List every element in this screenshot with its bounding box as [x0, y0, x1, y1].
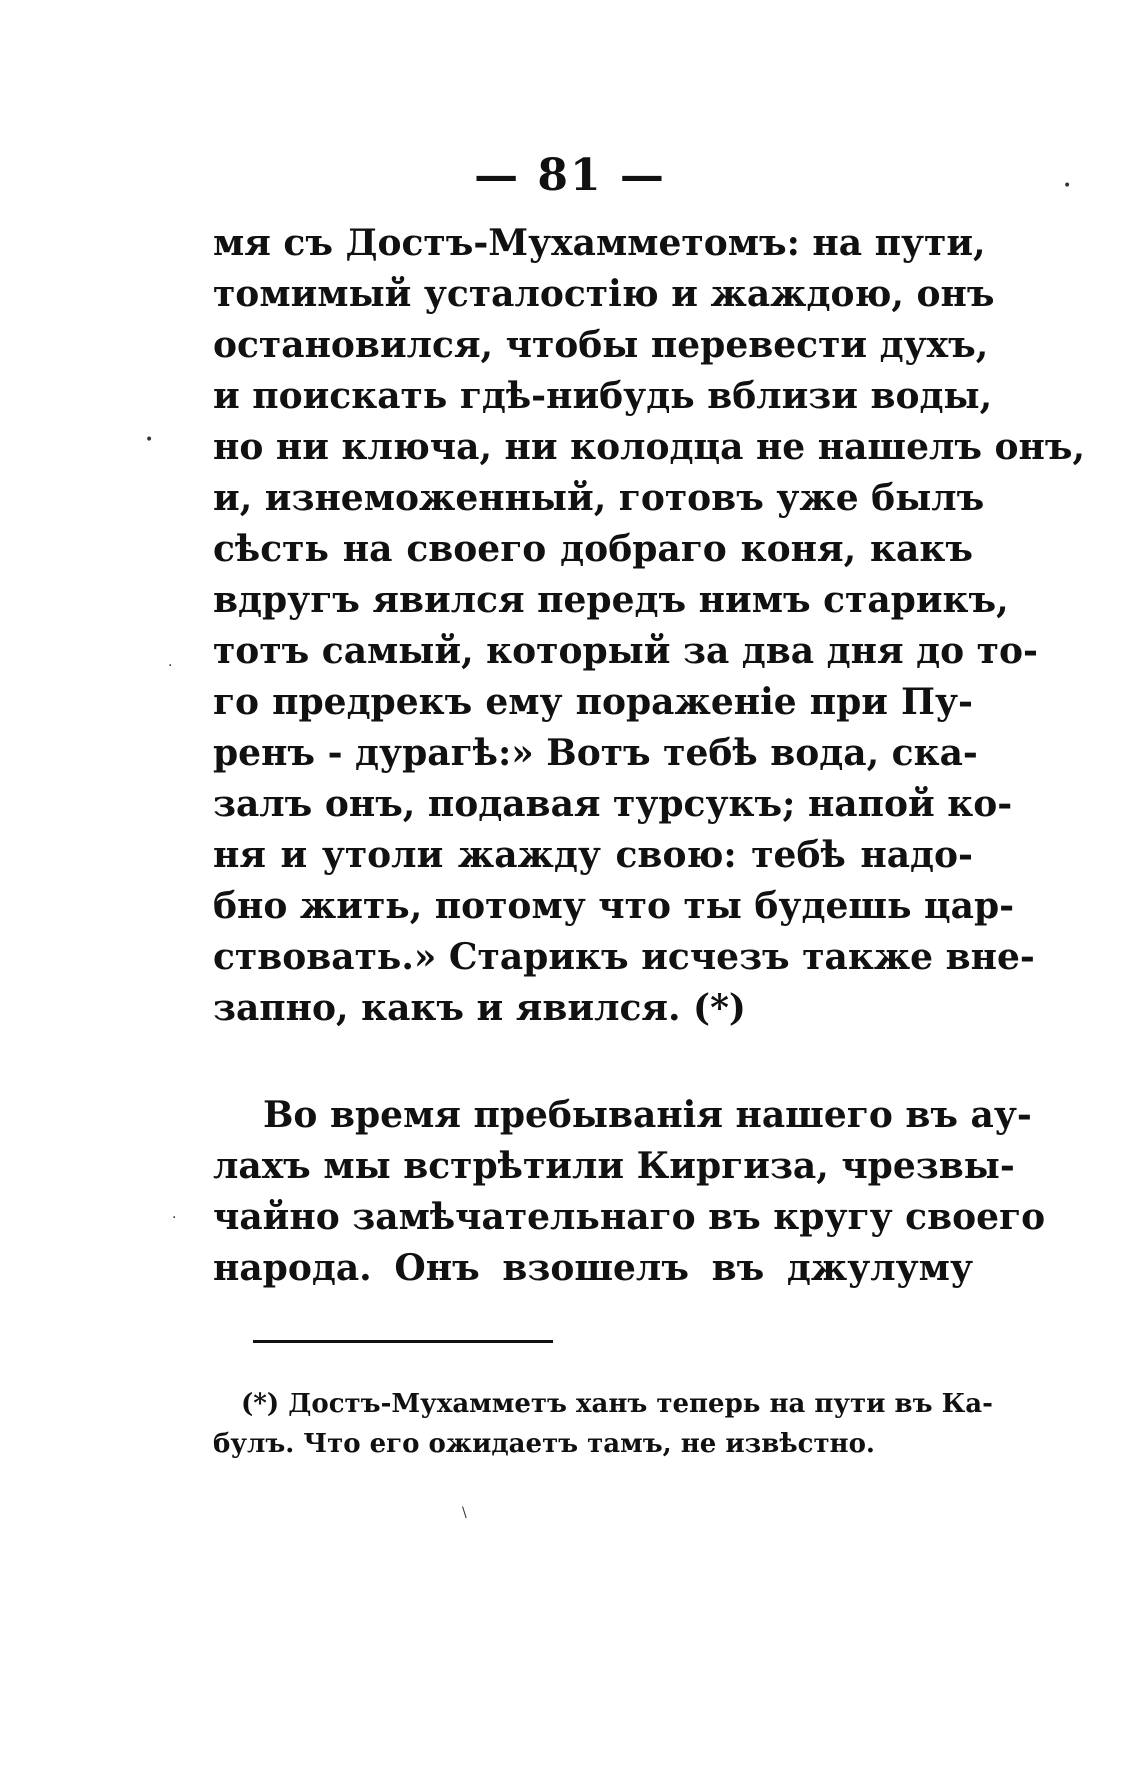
text-line: томимый усталостію и жаждою, онъ: [213, 273, 995, 315]
scan-speck: \: [462, 1505, 467, 1521]
text-line: чайно замѣчательнаго въ кругу своего: [213, 1196, 1046, 1238]
scan-speck: •: [1063, 178, 1072, 194]
text-line: запно, какъ и явился. (*): [213, 987, 746, 1029]
text-line: ствовать.» Старикъ исчезъ также вне-: [213, 936, 1035, 978]
text-line: Во время пребыванія нашего въ ау-: [263, 1094, 1032, 1136]
text-line: вдругъ явился передъ нимъ старикъ,: [213, 579, 1009, 621]
text-line: бно жить, потому что ты будешь цар-: [213, 885, 1015, 927]
text-line: и поискать гдѣ-нибудь вблизи воды,: [213, 375, 993, 417]
footnote-line: булъ. Что его ожидаетъ тамъ, не извѣстно.: [213, 1429, 875, 1459]
text-line: но ни ключа, ни колодца не нашелъ онъ,: [213, 426, 1086, 468]
text-line: лахъ мы встрѣтили Киргиза, чрезвы-: [213, 1145, 1015, 1187]
text-line: тотъ самый, который за два дня до то-: [213, 630, 1038, 672]
text-line: ренъ - дурагѣ:» Вотъ тебѣ вода, ска-: [213, 732, 978, 774]
paragraph-1: [213, 218, 1086, 1034]
footnote-line: (*) Достъ-Мухамметъ ханъ теперь на пути въ Ка-: [241, 1389, 993, 1419]
footnote-rule: [253, 1340, 553, 1343]
text-line: мя съ Достъ-Мухамметомъ: на пути,: [213, 222, 986, 264]
text-line: остановился, чтобы перевести духъ,: [213, 324, 989, 366]
paragraph-2: [213, 1090, 1046, 1294]
text-line: народа. Онъ взошелъ въ джулуму: [213, 1247, 973, 1289]
scan-speck: •: [145, 432, 154, 448]
scan-speck: ·: [168, 658, 173, 674]
page-number: — 81 —: [474, 150, 666, 201]
text-line: сѣсть на своего добраго коня, какъ: [213, 528, 973, 570]
scan-speck: ·: [172, 1210, 177, 1226]
text-line: го предрекъ ему пораженіе при Пу-: [213, 681, 973, 723]
text-line: залъ онъ, подавая турсукъ; напой ко-: [213, 783, 1013, 825]
text-line: и, изнеможенный, готовъ уже былъ: [213, 477, 985, 519]
footnote: [213, 1384, 993, 1464]
text-line: ня и утоли жажду свою: тебѣ надо-: [213, 834, 973, 876]
